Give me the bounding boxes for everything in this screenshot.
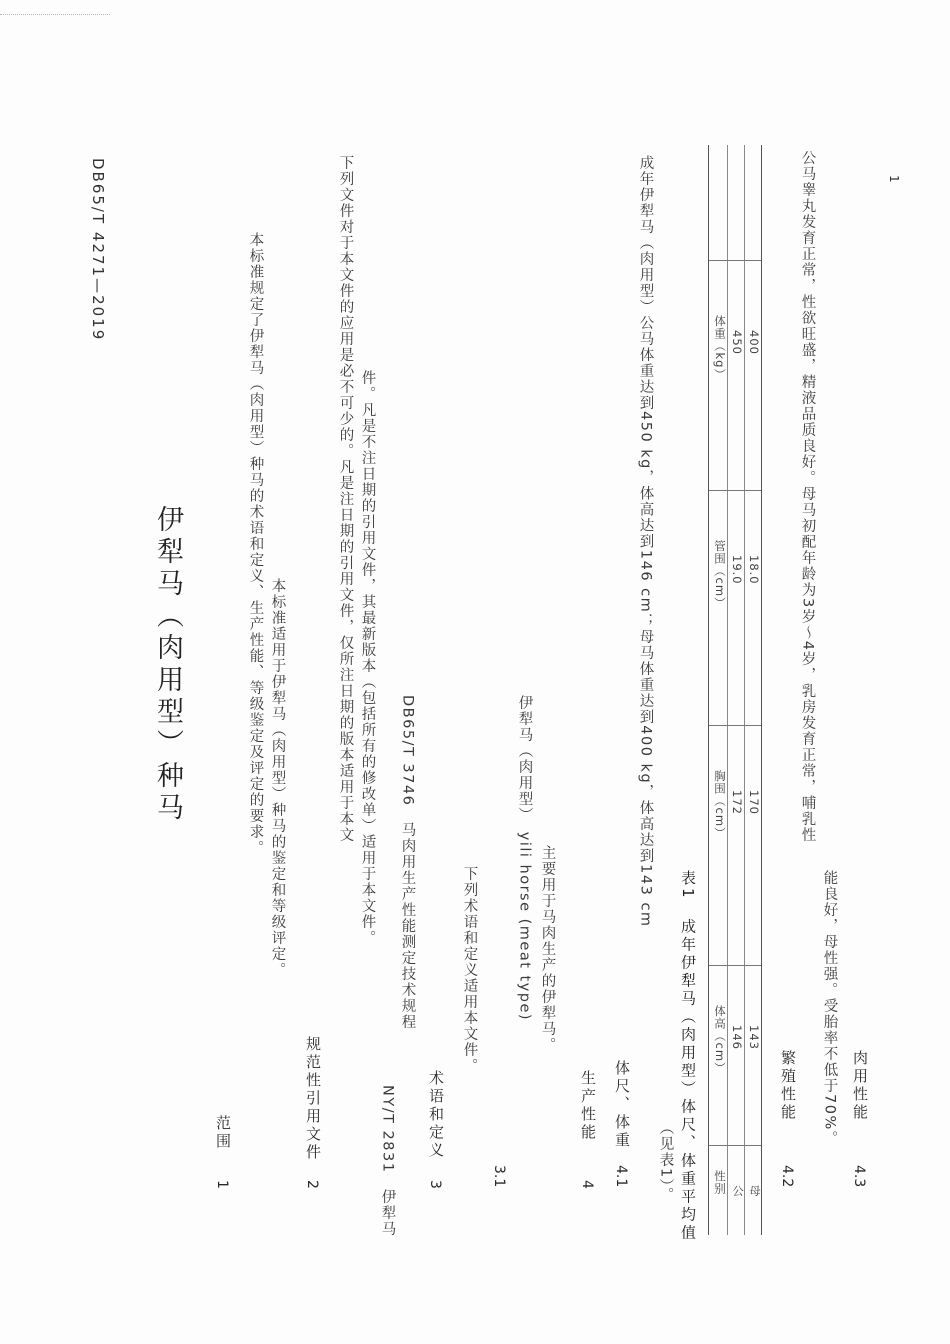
table-row-male-weight: 450 xyxy=(730,330,744,355)
page-number: 1 xyxy=(887,175,901,183)
section-4-2-heading: 繁殖性能 xyxy=(779,1050,797,1122)
standard-code: DB65/T 4271—2019 xyxy=(89,158,107,342)
section-4-1-para-1: 成年伊犁马（肉用型）公马体重达到450 kg，体高达到146 cm；母马体重达到400 kg，体高达到143 cm xyxy=(637,155,654,928)
section-3-1-term: 伊犁马（肉用型） yili horse (meat type) xyxy=(516,695,533,1022)
table-row-male-chest: 172 xyxy=(730,790,744,815)
table-1 xyxy=(708,145,762,1235)
section-2-heading: 规范性引用文件 xyxy=(304,1036,322,1162)
section-4-2-number: 4.2 xyxy=(779,1165,795,1188)
section-2-number: 2 xyxy=(304,1180,320,1189)
table-row-female-cannon: 18.0 xyxy=(747,555,761,585)
table-header-sex: 性别 xyxy=(713,1170,727,1195)
table-header-height: 体高（cm） xyxy=(713,1005,727,1075)
section-3-1-definition: 主要用于马肉生产的伊犁马。 xyxy=(539,845,556,1053)
table-row-male-sex: 公 xyxy=(731,1185,745,1198)
table-1-caption: 表1 成年伊犁马（肉用型）体尺、体重平均值 xyxy=(679,870,697,1243)
section-2-ref-1: NY/T 2831 伊犁马 xyxy=(379,1085,396,1238)
table-row-female-height: 143 xyxy=(747,1025,761,1050)
scan-artifact xyxy=(0,14,110,17)
section-4-3-heading: 肉用性能 xyxy=(851,1050,869,1122)
section-3-number: 3 xyxy=(427,1180,443,1189)
table-header-chest: 胸围（cm） xyxy=(713,770,727,840)
document-title: 伊犁马（肉用型）种马 xyxy=(152,505,183,825)
section-3-1-number: 3.1 xyxy=(491,1165,507,1188)
section-4-1-number: 4.1 xyxy=(613,1165,629,1188)
section-3-para-1: 下列术语和定义适用本文件。 xyxy=(461,866,478,1074)
table-row-female-weight: 400 xyxy=(747,330,761,355)
table-row-female-sex: 母 xyxy=(748,1185,762,1198)
section-1-para-1: 本标准规定了伊犁马（肉用型）种马的术语和定义、生产性能、等级鉴定及评定的要求。 xyxy=(247,232,264,856)
section-4-2-para-2: 能良好，母性强。受胎率不低于70%。 xyxy=(821,870,838,1147)
section-2-ref-2: DB65/T 3746 马肉用生产性能测定技术规程 xyxy=(399,695,416,1031)
section-4-3-number: 4.3 xyxy=(851,1165,867,1188)
section-2-para-1: 下列文件对于本文件的应用是必不可少的。凡是注日期的引用文件，仅所注日期的版本适用于本文 xyxy=(337,155,354,843)
section-1-number: 1 xyxy=(214,1180,230,1189)
table-row-female-chest: 170 xyxy=(747,790,761,815)
section-2-para-2: 件。凡是不注日期的引用文件，其最新版本（包括所有的修改单）适用于本文件。 xyxy=(359,370,376,946)
table-row-male-cannon: 19.0 xyxy=(730,555,744,585)
section-4-2-para-1: 公马睾丸发育正常，性欲旺盛，精液品质良好。母马初配年龄为3岁～4岁，乳房发育正常，哺乳性 xyxy=(799,150,816,844)
table-header-cannon: 管围（cm） xyxy=(713,540,727,610)
section-4-heading: 生产性能 xyxy=(579,1070,597,1142)
section-4-number: 4 xyxy=(579,1180,595,1189)
section-4-1-para-2: （见表1）。 xyxy=(657,1120,674,1204)
table-row-male-height: 146 xyxy=(730,1025,744,1050)
section-3-heading: 术语和定义 xyxy=(427,1070,445,1160)
section-1-heading: 范围 xyxy=(214,1115,232,1151)
section-4-1-heading: 体尺、体重 xyxy=(613,1060,631,1150)
section-1-para-2: 本标准适用于伊犁马（肉用型）种马的鉴定和等级评定。 xyxy=(269,578,286,978)
table-header-weight: 体重（kg） xyxy=(713,315,727,381)
